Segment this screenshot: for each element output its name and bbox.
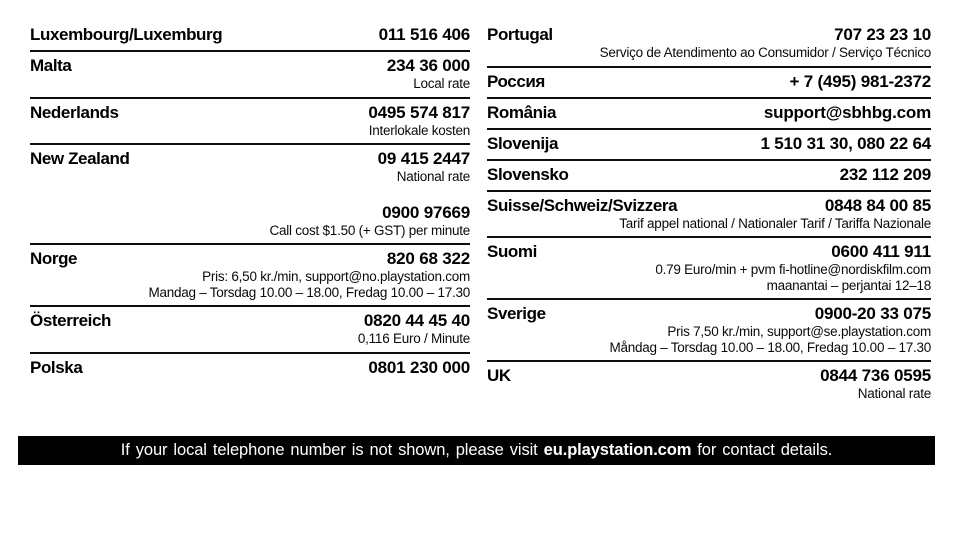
country-name: Suisse/Schweiz/Svizzera: [487, 195, 678, 215]
rate-note: National rate: [396, 169, 470, 184]
rate-note: Pris 7,50 kr./min, support@se.playstation.com: [667, 324, 931, 339]
footer-banner: [18, 436, 935, 465]
support-row-uk: [487, 362, 931, 407]
phone-number: 0801 230 000: [368, 357, 470, 377]
support-row-osterreich: [30, 307, 470, 354]
country-name: România: [487, 102, 556, 122]
phone-number: 0844 736 0595: [820, 366, 931, 385]
country-name: Portugal: [487, 25, 553, 44]
support-row-slovensko: [487, 161, 931, 192]
country-name: Sverige: [487, 304, 546, 323]
support-row-suisse: [487, 192, 931, 239]
phone-number: 09 415 2447: [377, 149, 470, 168]
support-row-sverige: [487, 300, 931, 362]
country-name: Россия: [487, 71, 545, 91]
support-column-left: [30, 21, 470, 407]
rate-note: 0,116 Euro / Minute: [357, 331, 470, 346]
country-name: Polska: [30, 357, 83, 377]
support-email: support@sbhbg.com: [763, 102, 931, 122]
phone-number: 707 23 23 10: [834, 25, 931, 44]
support-row-portugal: [487, 21, 931, 68]
phone-number: 0495 574 817: [368, 102, 470, 122]
support-row-polska: [30, 354, 470, 383]
support-row-malta: [30, 52, 470, 99]
phone-number: 1 510 31 30, 080 22 64: [760, 133, 931, 153]
phone-number: 820 68 322: [386, 249, 470, 268]
country-name: Nederlands: [30, 102, 119, 122]
support-row-luxembourg: [30, 21, 470, 52]
country-name: Luxembourg/Luxemburg: [30, 25, 223, 44]
country-name: UK: [487, 366, 511, 385]
hours-note: Mandag – Torsdag 10.00 – 18.00, Fredag 10.00 – 17.30: [148, 284, 470, 300]
country-name: Slovensko: [487, 164, 569, 184]
rate-note: Tarif appel national / Nationaler Tarif / Tariffa Nazionale: [619, 215, 931, 231]
support-row-nederlands: [30, 99, 470, 146]
rate-note: National rate: [857, 386, 931, 401]
support-row-norge: [30, 245, 470, 307]
phone-number: 0600 411 911: [831, 242, 931, 261]
support-column-right: [487, 21, 931, 407]
phone-number: 234 36 000: [386, 56, 470, 75]
phone-number: + 7 (495) 981-2372: [789, 71, 931, 91]
country-name: Suomi: [487, 242, 537, 261]
phone-number: 0848 84 00 85: [824, 195, 931, 215]
phone-number-secondary: 0900 97669: [382, 202, 470, 222]
rate-note: Local rate: [413, 76, 470, 91]
phone-number: 0820 44 45 40: [363, 311, 470, 330]
country-name: Slovenija: [487, 133, 559, 153]
support-row-romania: [487, 99, 931, 130]
support-row-suomi: [487, 238, 931, 300]
country-name: Malta: [30, 56, 72, 75]
phone-number: 011 516 406: [378, 25, 470, 44]
phone-number: 232 112 209: [839, 164, 931, 184]
country-name: Norge: [30, 249, 78, 268]
support-row-russia: [487, 68, 931, 99]
rate-note: Pris: 6,50 kr./min, support@no.playstation.com: [202, 269, 470, 284]
country-name: New Zealand: [30, 149, 130, 168]
footer-text-suffix: for contact details.: [691, 441, 833, 459]
support-row-slovenija: [487, 130, 931, 161]
footer-text-prefix: If your local telephone number is not shown, please visit: [120, 441, 544, 459]
hours-note: Måndag – Torsdag 10.00 – 18.00, Fredag 10.00 – 17.30: [609, 339, 931, 355]
phone-number: 0900-20 33 075: [814, 304, 931, 323]
support-row-new-zealand: [30, 145, 470, 245]
rate-note: Call cost $1.50 (+ GST) per minute: [269, 222, 470, 238]
rate-note: Serviço de Atendimento ao Consumidor / Serviço Técnico: [599, 45, 931, 60]
rate-note: Interlokale kosten: [368, 122, 470, 138]
rate-note: 0.79 Euro/min + pvm fi-hotline@nordiskfilm.com: [655, 262, 931, 277]
footer-link: eu.playstation.com: [543, 441, 692, 459]
country-name: Österreich: [30, 311, 112, 330]
hours-note: maanantai – perjantai 12–18: [766, 277, 931, 293]
